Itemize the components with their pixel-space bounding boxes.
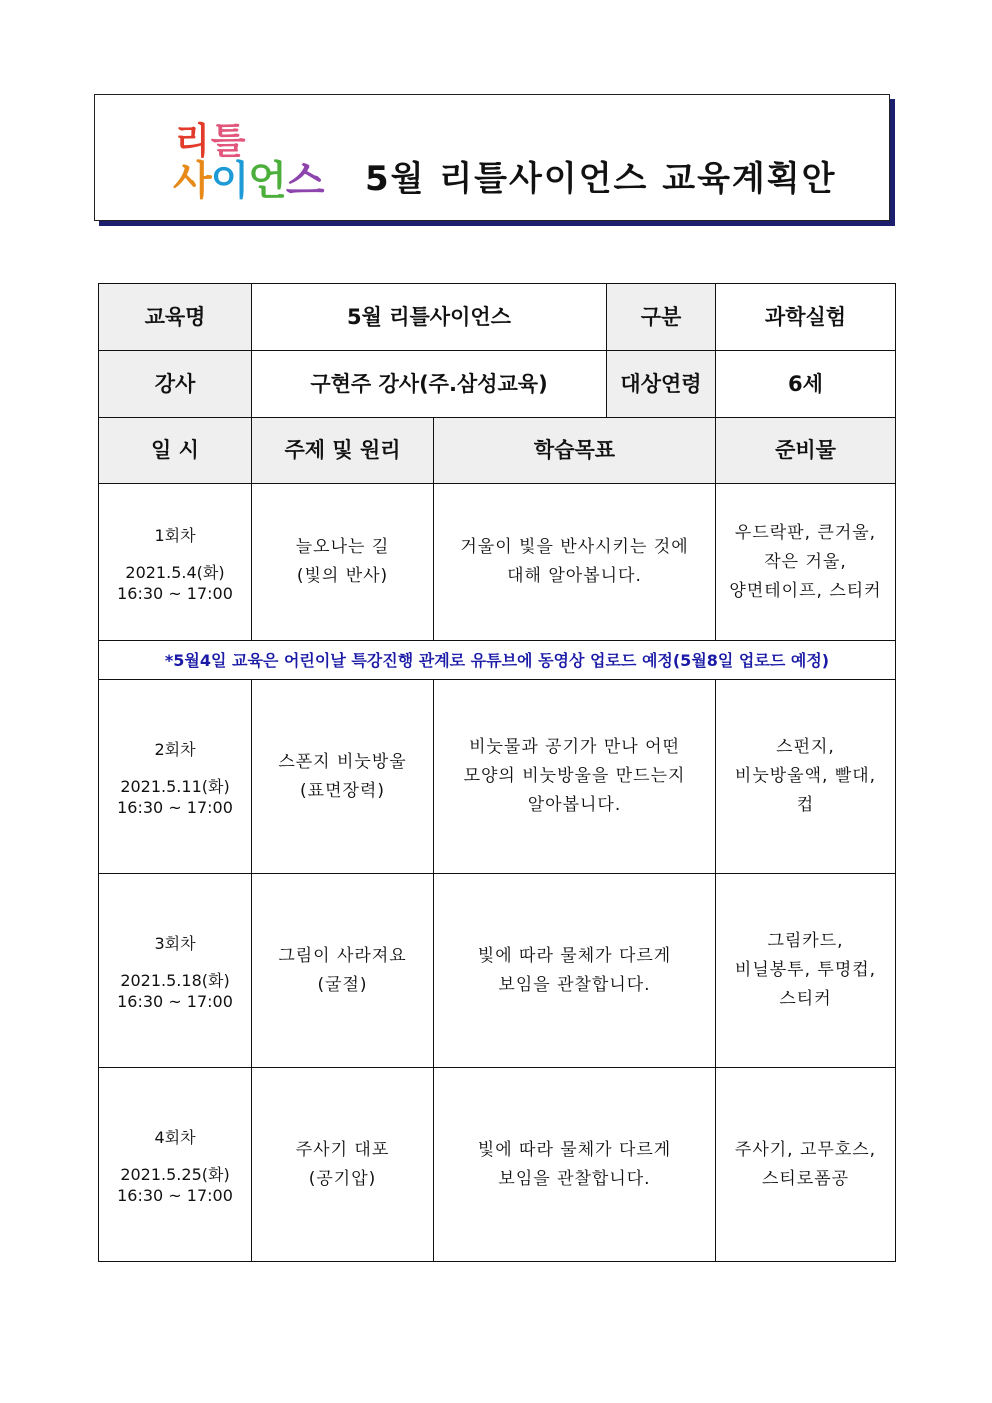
session-topic: [252, 874, 434, 1068]
materials-line: 주사기, 고무호스,: [734, 1139, 877, 1160]
goal-line: 알아봅니다.: [527, 795, 622, 815]
notice-text: *5월4일 교육은 어린이날 특강진행 관계로 유튜브에 동영상 업로드 예정(5월8일 업로드 예정): [99, 641, 896, 680]
topic-line: (공기압): [308, 1168, 377, 1189]
category-value: 과학실험: [716, 284, 896, 351]
session-datetime: [99, 484, 252, 641]
materials-line: 스펀지,: [776, 737, 835, 757]
materials-line: 비눗방울액, 빨대,: [734, 766, 877, 786]
session-date: 2021.5.11(화): [120, 777, 230, 796]
edu-name-value: 5월 리틀사이언스: [252, 284, 607, 351]
table-row: [99, 874, 896, 1068]
topic-line: 주사기 대포: [295, 1139, 390, 1160]
session-datetime: [99, 874, 252, 1068]
session-datetime: [99, 1068, 252, 1262]
session-time: 16:30 ~ 17:00: [117, 798, 233, 817]
session-number: 2회차: [154, 740, 196, 759]
session-date: 2021.5.25(화): [120, 1165, 230, 1184]
materials-line: 그림카드,: [767, 931, 844, 951]
session-date: 2021.5.4(화): [125, 562, 225, 582]
session-topic: [252, 1068, 434, 1262]
logo-line1: 리틀: [175, 121, 247, 162]
goal-line: 빛에 따라 물체가 다르게: [477, 945, 672, 966]
category-label: 구분: [607, 284, 716, 351]
topic-line: 늘오나는 길: [295, 537, 390, 557]
education-plan-table: [98, 283, 896, 1262]
column-header-row: [99, 418, 896, 484]
session-goal: [434, 484, 716, 641]
goal-line: 보임을 관찰합니다.: [498, 1168, 651, 1189]
instructor-value: 구현주 강사(주.삼성교육): [252, 351, 607, 418]
session-number: 4회차: [154, 1128, 196, 1147]
topic-line: 스폰지 비눗방울: [278, 751, 407, 772]
session-materials: [716, 484, 896, 641]
title-box: [94, 94, 890, 221]
session-datetime: [99, 680, 252, 874]
instructor-label: 강사: [99, 351, 252, 418]
notice-row: [99, 641, 896, 680]
goal-line: 보임을 관찰합니다.: [498, 974, 651, 995]
goal-line: 모양의 비눗방울을 만드는지: [463, 766, 686, 786]
materials-line: 스티커: [779, 989, 832, 1009]
page-title: 5월 리틀사이언스 교육계획안: [365, 159, 837, 199]
info-row-1: [99, 284, 896, 351]
goal-line: 비눗물과 공기가 만나 어떤: [469, 737, 680, 757]
session-number: 1회차: [154, 525, 196, 545]
table-row: [99, 1068, 896, 1262]
materials-line: 우드락판, 큰거울,: [734, 522, 877, 543]
topic-line: (굴절): [317, 974, 368, 995]
session-topic: [252, 680, 434, 874]
materials-line: 양면테이프, 스티커: [729, 580, 882, 601]
col-header-datetime: 일 시: [99, 418, 252, 484]
session-date: 2021.5.18(화): [120, 971, 230, 990]
table-row: [99, 484, 896, 641]
table-row: [99, 680, 896, 874]
session-number: 3회차: [154, 934, 196, 953]
materials-line: 컵: [796, 795, 815, 815]
session-time: 16:30 ~ 17:00: [117, 992, 233, 1011]
session-topic: [252, 484, 434, 641]
session-time: 16:30 ~ 17:00: [117, 583, 233, 603]
info-row-2: [99, 351, 896, 418]
materials-line: 작은 거울,: [764, 551, 847, 572]
goal-line: 대해 알아봅니다.: [507, 566, 642, 586]
topic-line: (빛의 반사): [296, 566, 389, 586]
session-materials: [716, 1068, 896, 1262]
age-value: 6세: [716, 351, 896, 418]
topic-line: (표면장력): [300, 780, 385, 801]
materials-line: 비닐봉투, 투명컵,: [734, 960, 877, 980]
session-materials: [716, 874, 896, 1068]
col-header-materials: 준비물: [716, 418, 896, 484]
logo-line2: 사이언스: [173, 158, 324, 204]
session-materials: [716, 680, 896, 874]
col-header-goal: 학습목표: [434, 418, 716, 484]
materials-line: 스티로폼공: [761, 1168, 850, 1189]
topic-line: 그림이 사라져요: [278, 945, 407, 966]
session-goal: [434, 1068, 716, 1262]
session-goal: [434, 874, 716, 1068]
goal-line: 빛에 따라 물체가 다르게: [477, 1139, 672, 1160]
little-science-logo: [173, 113, 343, 208]
goal-line: 거울이 빛을 반사시키는 것에: [460, 537, 689, 557]
session-time: 16:30 ~ 17:00: [117, 1186, 233, 1205]
col-header-topic: 주제 및 원리: [252, 418, 434, 484]
edu-name-label: 교육명: [99, 284, 252, 351]
age-label: 대상연령: [607, 351, 716, 418]
session-goal: [434, 680, 716, 874]
